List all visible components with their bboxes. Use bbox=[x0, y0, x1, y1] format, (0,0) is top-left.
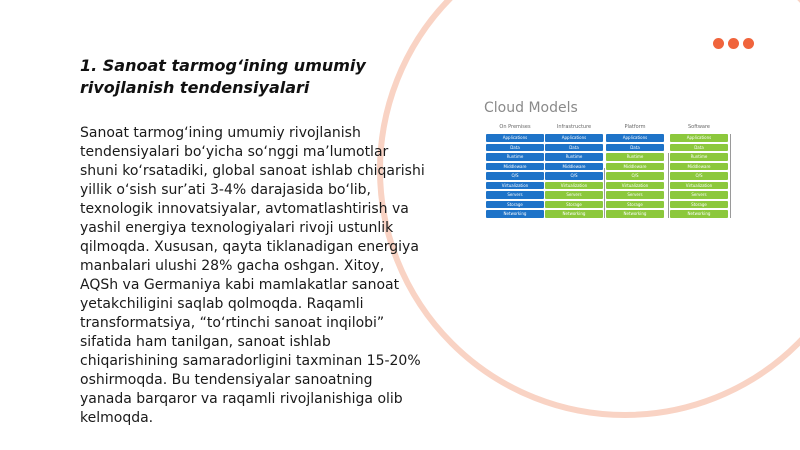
accent-dot bbox=[713, 38, 724, 49]
column-heading: Software bbox=[687, 124, 711, 130]
figure-column bbox=[606, 123, 664, 218]
stack-block: Servers bbox=[545, 191, 603, 199]
accent-dot bbox=[743, 38, 754, 49]
stack-block: Data bbox=[606, 144, 664, 152]
stack-block: Runtime bbox=[670, 153, 728, 161]
slide-body-text: Sanoat tarmog‘ining umumiy rivojlanish tendensiyalari bo‘yicha so‘nggi ma’lumotlar shuni ko‘rsatadiki, global sanoat ishlab chiqarishi yillik o‘sish sur’ati 3-4% darajasida bo‘lib, texnologik innovatsiyalar, avtomatlashtirish va yashil energiya texnologiyalari rivoji ustunlik qilmoqda. Xususan, qayta tiklanadigan energiya manbalari ulushi 28% gacha oshgan. Xitoy, AQSh va Germaniya kabi mamlakatlar sanoat yetakchiligini saqlab qolmoqda. Raqamli transformatsiya, “to‘rtinchi sanoat inqilobi” sifatida ham tanilgan, sanoat ishlab chiqarishining samaradorligini taxminan 15-20% oshirmoqda. Bu tendensiyalar sanoatning yanada barqaror va raqamli rivojlanishiga olib kelmoqda. bbox=[80, 125, 425, 426]
stack-block: Storage bbox=[545, 201, 603, 209]
stack-block: Networking bbox=[545, 210, 603, 218]
stack-block: Middleware bbox=[486, 163, 544, 171]
column-blocks bbox=[670, 134, 728, 218]
stack-block: O/S bbox=[545, 172, 603, 180]
stack-block: Runtime bbox=[486, 153, 544, 161]
column-heading: Infrastructure bbox=[556, 124, 592, 130]
stack-block: Data bbox=[545, 144, 603, 152]
stack-block: Networking bbox=[486, 210, 544, 218]
stack-block: Virtualization bbox=[606, 182, 664, 190]
column-blocks bbox=[606, 134, 664, 218]
stack-block: Servers bbox=[606, 191, 664, 199]
column-heading: On Premises bbox=[499, 124, 531, 130]
accent-dot bbox=[728, 38, 739, 49]
stack-block: Storage bbox=[606, 201, 664, 209]
stack-block: Virtualization bbox=[545, 182, 603, 190]
stack-block: Middleware bbox=[606, 163, 664, 171]
stack-block: Virtualization bbox=[670, 182, 728, 190]
stack-block: Storage bbox=[670, 201, 728, 209]
stack-block: Applications bbox=[486, 134, 544, 142]
column-blocks bbox=[486, 134, 544, 218]
stack-block: Networking bbox=[606, 210, 664, 218]
cloud-models-figure bbox=[482, 98, 732, 238]
column-blocks bbox=[545, 134, 603, 218]
figure-title: Cloud Models bbox=[484, 100, 578, 116]
stack-block: Virtualization bbox=[486, 182, 544, 190]
slide-title: 1. Sanoat tarmog‘ining umumiy rivojlanish tendensiyalari bbox=[80, 56, 366, 97]
stack-block: Middleware bbox=[670, 163, 728, 171]
stack-block: Middleware bbox=[545, 163, 603, 171]
stack-block: O/S bbox=[670, 172, 728, 180]
stack-block: O/S bbox=[486, 172, 544, 180]
accent-dots bbox=[713, 38, 754, 49]
stack-block: Data bbox=[670, 144, 728, 152]
stack-block: O/S bbox=[606, 172, 664, 180]
stack-block: Runtime bbox=[606, 153, 664, 161]
figure-column bbox=[545, 123, 603, 218]
column-bracket bbox=[730, 134, 731, 218]
stack-block: Servers bbox=[486, 191, 544, 199]
stack-block: Applications bbox=[545, 134, 603, 142]
column-heading: Platform bbox=[624, 124, 646, 130]
stack-block: Storage bbox=[486, 201, 544, 209]
stack-block: Applications bbox=[606, 134, 664, 142]
figure-column bbox=[486, 123, 544, 218]
column-bracket bbox=[668, 153, 669, 218]
stack-block: Runtime bbox=[545, 153, 603, 161]
stack-block: Networking bbox=[670, 210, 728, 218]
stack-block: Data bbox=[486, 144, 544, 152]
stack-block: Applications bbox=[670, 134, 728, 142]
figure-column bbox=[670, 123, 728, 218]
stack-block: Servers bbox=[670, 191, 728, 199]
column-bracket bbox=[604, 168, 605, 218]
